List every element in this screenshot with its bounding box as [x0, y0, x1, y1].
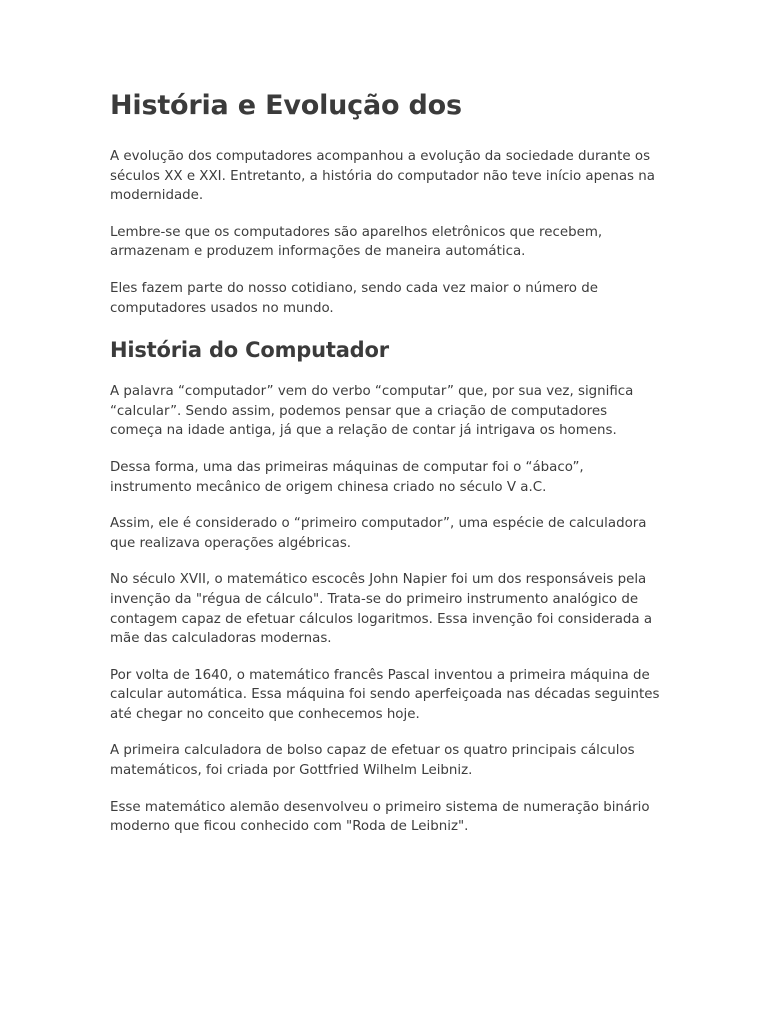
document-page: [110, 86, 662, 854]
section-paragraph-7: Esse matemático alemão desenvolveu o primeiro sistema de numeração binário moderno que ficou conhecido com "Roda de Leibniz".: [110, 799, 650, 835]
section-paragraph-6: A primeira calculadora de bolso capaz de efetuar os quatro principais cálculos matemáticos, foi criada por Gottfried Wilhelm Leibniz.: [110, 743, 635, 779]
section-paragraph-2: Dessa forma, uma das primeiras máquinas de computar foi o “ábaco”, instrumento mecânico de origem chinesa criado no século V a.C.: [110, 459, 584, 495]
intro-paragraph-2: Lembre-se que os computadores são aparelhos eletrônicos que recebem, armazenam e produzem informações de maneira automática.: [110, 224, 603, 260]
section-paragraph-5: Por volta de 1640, o matemático francês Pascal inventou a primeira máquina de calcular automática. Essa máquina foi sendo aperfeiçoada nas décadas seguintes até chegar no conceito que conhecemos hoje.: [110, 667, 660, 722]
page-title: História e Evolução dos: [110, 90, 462, 121]
intro-paragraph-3: Eles fazem parte do nosso cotidiano, sendo cada vez maior o número de computadores usados no mundo.: [110, 280, 598, 316]
section-paragraph-1: A palavra “computador” vem do verbo “computar” que, por sua vez, significa “calcular”. Sendo assim, podemos pensar que a criação de computadores começa na idade antiga, já que a relação de contar já intrigava os homens.: [110, 384, 634, 439]
intro-paragraph-1: A evolução dos computadores acompanhou a evolução da sociedade durante os séculos XX e XXI. Entretanto, a história do computador não teve início apenas na modernidade.: [110, 149, 655, 204]
section-paragraph-4: No século XVII, o matemático escocês John Napier foi um dos responsáveis pela invenção da "régua de cálculo". Trata-se do primeiro instrumento analógico de contagem capaz de efetuar cálculos logaritmos. Essa invenção foi considerada a mãe das calculadoras modernas.: [110, 572, 653, 647]
section-heading: História do Computador: [110, 338, 389, 363]
section-paragraph-3: Assim, ele é considerado o “primeiro computador”, uma espécie de calculadora que realizava operações algébricas.: [110, 516, 647, 551]
